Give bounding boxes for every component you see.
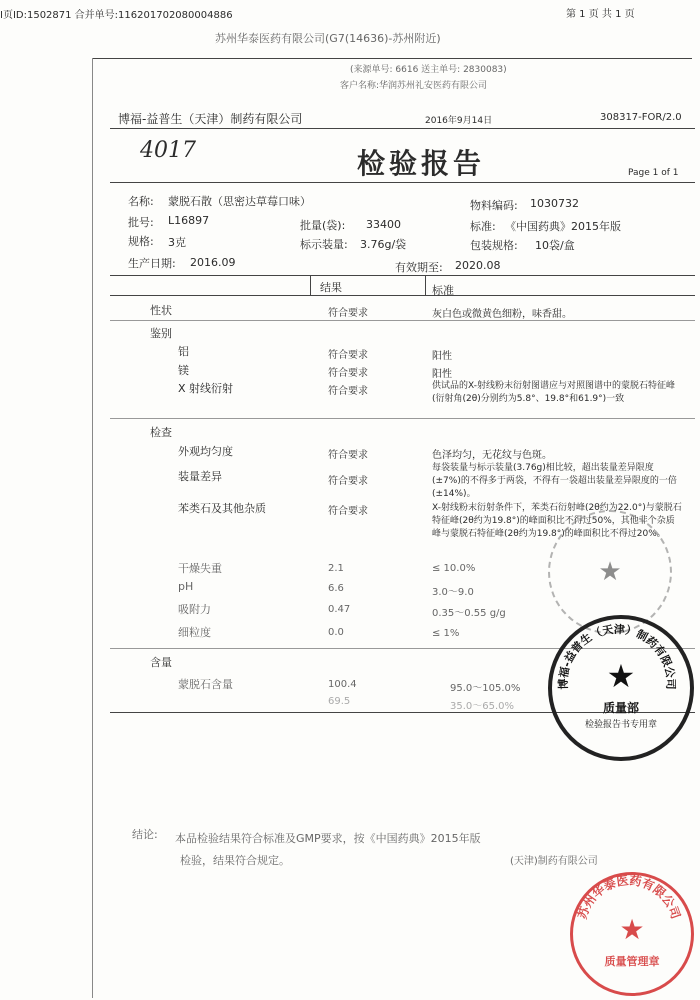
batch-label: 批号: [128,216,154,229]
fax-header-middle: 苏州华泰医药有限公司(G7(14636)-苏州附近) [215,32,441,45]
row-result: 符合要求 [328,368,368,379]
batch-qty-label: 批量(袋): [300,219,346,232]
fax-page-number: 第 1 页 共 1 页 [566,9,635,20]
row-result: 0.0 [328,627,344,638]
row-standard: X-射线粉末衍射条件下，苯类石衍射峰(2θ约为22.0°)与蒙脱石特征峰(2θ约为19.8°)的峰面积比不得过50%，其他非个杂质峰与蒙脱石特征峰(2θ约为19.8°)的峰面积比不得过20%。 [432,503,682,539]
fill-label: 标示装量: [300,238,348,251]
frame-left-line [92,58,93,998]
row-item: pH [178,580,194,593]
row-result: 符合要求 [328,350,368,361]
standard-value: 《中国药典》2015年版 [505,220,621,233]
row-standard: 3.0～9.0 [432,587,474,598]
spec-label: 规格: [128,235,154,248]
row-result: 2.1 [328,563,344,574]
standard-label: 标准: [470,220,496,233]
row-item: 苯类石及其他杂质 [178,502,266,515]
fill-value: 3.76g/袋 [360,238,407,251]
heading-underline [110,128,695,129]
row-result: 6.6 [328,583,344,594]
table-header-line [110,295,695,296]
handwritten-number: 4017 [140,138,196,163]
customer-name-line: 客户名称:华润苏州礼安医药有限公司 [340,81,488,91]
row-result: 符合要求 [328,476,368,487]
row-standard: 0.35～0.55 g/g [432,608,506,619]
row-standard: ≤ 10.0% [432,563,476,574]
product-name-value: 蒙脱石散（思密达草莓口味） [168,195,311,208]
product-name-label: 名称: [128,195,154,208]
row-item: 蒙脱石含量 [178,678,233,691]
row-standard: 供试品的X-射线粉末衍射图谱应与对照图谱中的蒙脱石特征峰(衍射角(2θ)分别约为5.8°、19.8°和61.9°)一致 [432,381,675,404]
qa-stamp-ring-text: 博福-益普生（天津）制药有限公司 [556,622,678,690]
table-header-divider [310,275,311,295]
row-item: 吸附力 [178,603,211,616]
conclusion-signature-line: (天津)制药有限公司 [510,856,598,867]
row-item: 细粒度 [178,626,211,639]
star-icon: ★ [606,657,636,695]
section-heading: 鉴别 [150,327,172,340]
row-item: 性状 [150,304,172,317]
row-standard: 95.0～105.0% [450,683,521,694]
table-top-line [110,275,695,276]
batch-value: L16897 [168,214,210,227]
red-stamp-center-text: 质量管理章 [604,955,660,968]
material-code-value: 1030732 [530,197,579,210]
qa-stamp-department: 质量部 [602,701,639,715]
fax-header-left: I页ID:1502871 合并单号:116201702080004886 [0,10,233,21]
row-divider [110,320,695,321]
row-item: 装量差异 [178,470,222,483]
row-result: 符合要求 [328,450,368,461]
report-date: 2016年9月14日 [425,116,493,126]
page-indicator: Page 1 of 1 [628,168,679,178]
row-standard: 阳性 [432,369,452,380]
conclusion-line-2: 检验，结果符合规定。 [180,854,290,867]
source-order-line: (来源单号: 6616 送主单号: 2830083) [350,65,507,75]
company-name: 博福-益普生（天津）制药有限公司 [118,112,303,126]
mfg-date-label: 生产日期: [128,257,176,270]
row-item: X 射线衍射 [178,382,234,395]
row-standard: 阳性 [432,351,452,362]
page-title: 检验报告 [357,147,486,180]
table-header-divider-2 [425,275,426,295]
expiry-value: 2020.08 [455,259,501,272]
red-stamp-ring-text: 苏州华泰医药有限公司 [575,873,683,921]
package-label: 包装规格: [470,239,518,252]
row-item: 干燥失重 [178,562,222,575]
material-code-label: 物料编码: [470,199,518,212]
conclusion-line-1: 本品检验结果符合标准及GMP要求，按《中国药典》2015年版 [175,832,481,845]
row-result: 符合要求 [328,506,368,517]
row-standard: 色泽均匀，无花纹与色斑。 [432,450,552,461]
col-header-result: 结果 [320,281,342,294]
section-heading: 含量 [150,656,172,669]
document-code: 308317-FOR/2.0 [600,112,682,123]
row-result: 符合要求 [328,386,368,397]
row-standard: ≤ 1% [432,628,460,639]
row-item: 铝 [178,345,189,358]
mfg-date-value: 2016.09 [190,256,236,269]
frame-top-line [92,58,692,59]
row-divider [110,418,695,419]
star-icon: ★ [598,557,622,587]
spec-value: 3克 [168,236,186,249]
row-item: 外观均匀度 [178,445,233,458]
row-standard: 灰白色或微黄色细粉，味香甜。 [432,309,572,320]
row-standard: 35.0～65.0% [450,701,515,712]
qa-department-stamp [548,615,694,761]
title-underline [110,182,695,183]
batch-qty-value: 33400 [366,218,401,231]
star-icon: ★ [619,913,645,946]
row-standard: 每袋装量与标示装量(3.76g)相比较，超出装量差异限度(±7%)的不得多于两袋，不得有一袋超出装量差异限度的一倍(±14%)。 [432,463,677,499]
col-header-standard: 标准 [432,284,454,297]
red-company-stamp [570,872,694,996]
expiry-label: 有效期至: [395,261,443,274]
row-result: 69.5 [328,696,351,707]
package-value: 10袋/盒 [535,239,575,252]
conclusion-label: 结论: [132,828,158,841]
row-item: 镁 [178,364,189,377]
qa-stamp-purpose: 检验报告书专用章 [584,720,657,730]
row-result: 100.4 [328,679,357,690]
section-heading: 检查 [150,426,172,439]
row-result: 符合要求 [328,308,368,319]
row-result: 0.47 [328,604,351,615]
